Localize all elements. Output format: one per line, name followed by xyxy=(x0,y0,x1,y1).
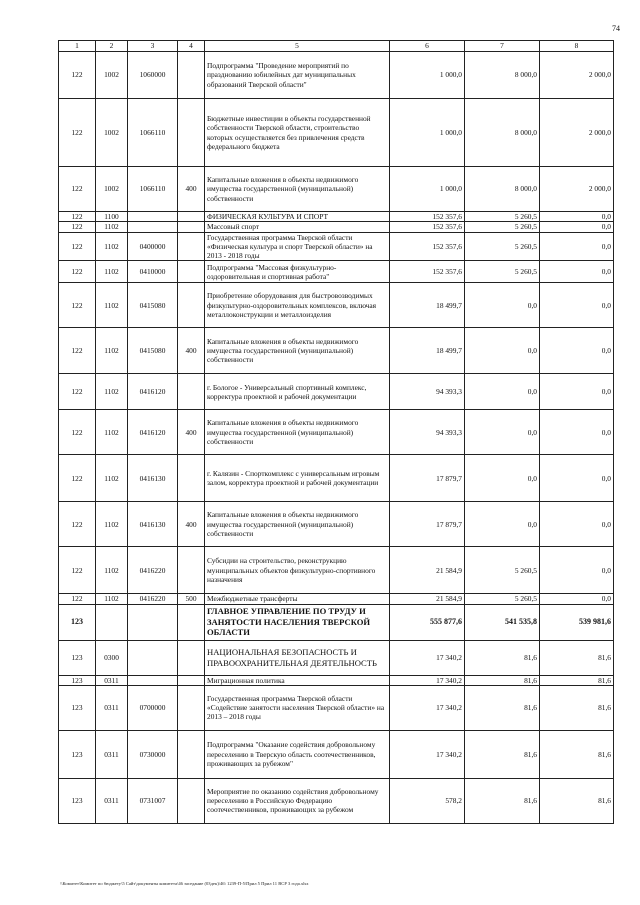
cell-v2: 5 260,5 xyxy=(465,261,540,283)
cell-name: Подпрограмма "Оказание содействия добровольному переселению в Тверскую область соотечественников, проживающих за рубежом" xyxy=(205,730,390,778)
cell-admin: 122 xyxy=(59,374,96,410)
cell-v3: 0,0 xyxy=(540,374,614,410)
cell-admin: 123 xyxy=(59,730,96,778)
cell-v1: 152 357,6 xyxy=(390,222,465,232)
cell-expense xyxy=(178,212,205,222)
cell-v3: 81,6 xyxy=(540,685,614,730)
cell-v1: 1 000,0 xyxy=(390,52,465,99)
cell-name: Бюджетные инвестиции в объекты государственной собственности Тверской области, строительство которых осуществляется без привлечения средств федерального бюджета xyxy=(205,99,390,167)
table-row xyxy=(59,730,614,778)
cell-v3: 81,6 xyxy=(540,778,614,823)
cell-v2: 5 260,5 xyxy=(465,232,540,261)
header-cell: 7 xyxy=(465,41,540,52)
cell-section: 1102 xyxy=(96,328,128,374)
cell-expense xyxy=(178,283,205,328)
cell-v3: 2 000,0 xyxy=(540,52,614,99)
cell-name: Капитальные вложения в объекты недвижимого имущества государственной (муниципальной) собственности xyxy=(205,502,390,547)
cell-name: г. Бологое - Универсальный спортивный комплекс, корректура проектной и рабочей документации xyxy=(205,374,390,410)
table-row xyxy=(59,547,614,594)
cell-expense xyxy=(178,374,205,410)
cell-target: 0416130 xyxy=(128,455,178,502)
table-row xyxy=(59,52,614,99)
cell-admin: 122 xyxy=(59,212,96,222)
cell-admin: 122 xyxy=(59,328,96,374)
cell-admin: 122 xyxy=(59,502,96,547)
cell-v3: 0,0 xyxy=(540,547,614,594)
cell-target: 0415080 xyxy=(128,283,178,328)
table-row xyxy=(59,640,614,675)
cell-v1: 555 877,6 xyxy=(390,604,465,640)
table-row xyxy=(59,167,614,212)
cell-admin: 122 xyxy=(59,52,96,99)
cell-v2: 0,0 xyxy=(465,455,540,502)
cell-v1: 17 879,7 xyxy=(390,502,465,547)
cell-admin: 123 xyxy=(59,685,96,730)
cell-section: 1002 xyxy=(96,99,128,167)
table-row xyxy=(59,410,614,455)
table-row xyxy=(59,594,614,604)
cell-target: 0400000 xyxy=(128,232,178,261)
cell-name: Капитальные вложения в объекты недвижимого имущества государственной (муниципальной) собственности xyxy=(205,410,390,455)
cell-target xyxy=(128,222,178,232)
cell-target: 0415080 xyxy=(128,328,178,374)
cell-expense xyxy=(178,640,205,675)
cell-v2: 5 260,5 xyxy=(465,222,540,232)
cell-admin: 122 xyxy=(59,455,96,502)
cell-v2: 0,0 xyxy=(465,374,540,410)
cell-expense xyxy=(178,675,205,685)
table-row xyxy=(59,328,614,374)
cell-name: Мероприятие по оказанию содействия добровольному переселению в Российскую Федерацию соотечественников, проживающих за рубежом xyxy=(205,778,390,823)
cell-admin: 123 xyxy=(59,640,96,675)
budget-table xyxy=(58,40,614,824)
cell-section: 1100 xyxy=(96,212,128,222)
cell-section: 0311 xyxy=(96,675,128,685)
cell-v3: 0,0 xyxy=(540,410,614,455)
cell-admin: 122 xyxy=(59,594,96,604)
header-cell: 6 xyxy=(390,41,465,52)
cell-section: 1102 xyxy=(96,374,128,410)
cell-name: Субсидии на строительство, реконструкцию муниципальных объектов физкультурно-спортивного назначения xyxy=(205,547,390,594)
cell-v3: 81,6 xyxy=(540,730,614,778)
cell-section: 0311 xyxy=(96,778,128,823)
cell-section: 1102 xyxy=(96,222,128,232)
cell-section: 1102 xyxy=(96,455,128,502)
cell-name: Межбюджетные трансферты xyxy=(205,594,390,604)
cell-v3: 0,0 xyxy=(540,261,614,283)
cell-expense: 400 xyxy=(178,410,205,455)
cell-v2: 541 535,8 xyxy=(465,604,540,640)
cell-name: Подпрограмма "Проведение мероприятий по празднованию юбилейных дат муниципальных образований Тверской области" xyxy=(205,52,390,99)
cell-target xyxy=(128,675,178,685)
cell-v2: 0,0 xyxy=(465,410,540,455)
table-row xyxy=(59,212,614,222)
header-cell: 1 xyxy=(59,41,96,52)
cell-v2: 5 260,5 xyxy=(465,594,540,604)
cell-v3: 81,6 xyxy=(540,675,614,685)
cell-expense xyxy=(178,547,205,594)
cell-v2: 0,0 xyxy=(465,502,540,547)
table-row xyxy=(59,455,614,502)
file-path-footer: \\Комитет\Комитет по бюджету\5 Сайт\документы комитета\46 заседание (03дек)\46\ 1239-П-5\Прил 5 Прил 11 ВСР 3 года.xlsx xyxy=(60,881,309,886)
cell-v2: 81,6 xyxy=(465,730,540,778)
cell-v1: 578,2 xyxy=(390,778,465,823)
cell-target: 0731007 xyxy=(128,778,178,823)
cell-name: ФИЗИЧЕСКАЯ КУЛЬТУРА И СПОРТ xyxy=(205,212,390,222)
cell-admin: 122 xyxy=(59,410,96,455)
cell-expense xyxy=(178,685,205,730)
cell-admin: 122 xyxy=(59,547,96,594)
table-row xyxy=(59,502,614,547)
table-row xyxy=(59,778,614,823)
cell-section: 1102 xyxy=(96,283,128,328)
cell-target: 1066110 xyxy=(128,99,178,167)
cell-expense xyxy=(178,730,205,778)
cell-v3: 0,0 xyxy=(540,594,614,604)
table-row xyxy=(59,261,614,283)
cell-admin: 122 xyxy=(59,261,96,283)
cell-v1: 94 393,3 xyxy=(390,410,465,455)
cell-v3: 0,0 xyxy=(540,222,614,232)
cell-v3: 0,0 xyxy=(540,283,614,328)
table-row xyxy=(59,232,614,261)
cell-v2: 8 000,0 xyxy=(465,167,540,212)
cell-name: г. Калязин - Спорткомплекс с универсальным игровым залом, корректура проектной и рабочей документации xyxy=(205,455,390,502)
cell-v1: 152 357,6 xyxy=(390,212,465,222)
cell-expense: 500 xyxy=(178,594,205,604)
cell-target xyxy=(128,212,178,222)
cell-v3: 0,0 xyxy=(540,455,614,502)
cell-v1: 152 357,6 xyxy=(390,232,465,261)
cell-v1: 1 000,0 xyxy=(390,99,465,167)
cell-name: Капитальные вложения в объекты недвижимого имущества государственной (муниципальной) собственности xyxy=(205,167,390,212)
cell-expense xyxy=(178,222,205,232)
cell-section xyxy=(96,604,128,640)
cell-target xyxy=(128,604,178,640)
cell-section: 1102 xyxy=(96,502,128,547)
cell-v3: 0,0 xyxy=(540,502,614,547)
cell-name: ГЛАВНОЕ УПРАВЛЕНИЕ ПО ТРУДУ И ЗАНЯТОСТИ НАСЕЛЕНИЯ ТВЕРСКОЙ ОБЛАСТИ xyxy=(205,604,390,640)
cell-target: 1060000 xyxy=(128,52,178,99)
cell-v2: 81,6 xyxy=(465,675,540,685)
cell-name: Подпрограмма "Массовая физкультурно-оздоровительная и спортивная работа" xyxy=(205,261,390,283)
cell-v1: 17 340,2 xyxy=(390,730,465,778)
cell-target: 0416220 xyxy=(128,547,178,594)
cell-section: 1002 xyxy=(96,52,128,99)
cell-v1: 21 584,9 xyxy=(390,594,465,604)
cell-target: 1066110 xyxy=(128,167,178,212)
cell-v2: 5 260,5 xyxy=(465,212,540,222)
header-cell: 8 xyxy=(540,41,614,52)
cell-expense xyxy=(178,604,205,640)
cell-name: Государственная программа Тверской области «Физическая культура и спорт Тверской области» на 2013 - 2018 годы xyxy=(205,232,390,261)
cell-v1: 18 499,7 xyxy=(390,328,465,374)
cell-name: Приобретение оборудования для быстровозводимых физкультурно-оздоровительных комплексов, включая металлоконструкции и металлоизделия xyxy=(205,283,390,328)
cell-admin: 123 xyxy=(59,675,96,685)
cell-expense xyxy=(178,261,205,283)
cell-section: 1102 xyxy=(96,547,128,594)
cell-admin: 122 xyxy=(59,222,96,232)
cell-v1: 17 879,7 xyxy=(390,455,465,502)
cell-expense: 400 xyxy=(178,328,205,374)
cell-target: 0416130 xyxy=(128,502,178,547)
cell-v2: 81,6 xyxy=(465,778,540,823)
table-row xyxy=(59,604,614,640)
cell-name: НАЦИОНАЛЬНАЯ БЕЗОПАСНОСТЬ И ПРАВООХРАНИТЕЛЬНАЯ ДЕЯТЕЛЬНОСТЬ xyxy=(205,640,390,675)
table-row xyxy=(59,222,614,232)
cell-admin: 122 xyxy=(59,167,96,212)
cell-v3: 2 000,0 xyxy=(540,99,614,167)
header-cell: 5 xyxy=(205,41,390,52)
cell-expense xyxy=(178,778,205,823)
cell-section: 0311 xyxy=(96,730,128,778)
cell-v3: 2 000,0 xyxy=(540,167,614,212)
cell-name: Капитальные вложения в объекты недвижимого имущества государственной (муниципальной) собственности xyxy=(205,328,390,374)
cell-target: 0410000 xyxy=(128,261,178,283)
cell-section: 1002 xyxy=(96,167,128,212)
header-cell: 3 xyxy=(128,41,178,52)
cell-target: 0416120 xyxy=(128,374,178,410)
cell-v3: 0,0 xyxy=(540,212,614,222)
table-row xyxy=(59,685,614,730)
cell-target: 0416220 xyxy=(128,594,178,604)
cell-admin: 122 xyxy=(59,99,96,167)
cell-target: 0730000 xyxy=(128,730,178,778)
cell-section: 0311 xyxy=(96,685,128,730)
cell-target xyxy=(128,640,178,675)
cell-v1: 1 000,0 xyxy=(390,167,465,212)
cell-v3: 0,0 xyxy=(540,328,614,374)
cell-v2: 5 260,5 xyxy=(465,547,540,594)
cell-v1: 17 340,2 xyxy=(390,675,465,685)
cell-expense: 400 xyxy=(178,502,205,547)
cell-section: 1102 xyxy=(96,261,128,283)
cell-v1: 18 499,7 xyxy=(390,283,465,328)
cell-v3: 0,0 xyxy=(540,232,614,261)
cell-expense xyxy=(178,455,205,502)
header-cell: 2 xyxy=(96,41,128,52)
table-row xyxy=(59,99,614,167)
cell-v2: 81,6 xyxy=(465,685,540,730)
cell-expense: 400 xyxy=(178,167,205,212)
cell-admin: 123 xyxy=(59,604,96,640)
cell-expense xyxy=(178,52,205,99)
cell-v1: 17 340,2 xyxy=(390,640,465,675)
cell-v1: 152 357,6 xyxy=(390,261,465,283)
cell-v1: 17 340,2 xyxy=(390,685,465,730)
cell-target: 0700000 xyxy=(128,685,178,730)
cell-expense xyxy=(178,99,205,167)
cell-section: 0300 xyxy=(96,640,128,675)
cell-v2: 81,6 xyxy=(465,640,540,675)
cell-v2: 8 000,0 xyxy=(465,52,540,99)
cell-expense xyxy=(178,232,205,261)
cell-target: 0416120 xyxy=(128,410,178,455)
cell-admin: 123 xyxy=(59,778,96,823)
cell-v1: 94 393,3 xyxy=(390,374,465,410)
cell-name: Миграционная политика xyxy=(205,675,390,685)
page-number: 74 xyxy=(612,24,620,33)
cell-name: Государственная программа Тверской области «Содействие занятости населения Тверской области» на 2013 – 2018 годы xyxy=(205,685,390,730)
cell-v2: 0,0 xyxy=(465,283,540,328)
cell-v2: 8 000,0 xyxy=(465,99,540,167)
cell-v3: 539 981,6 xyxy=(540,604,614,640)
cell-v3: 81,6 xyxy=(540,640,614,675)
header-row xyxy=(59,41,614,52)
table-row xyxy=(59,374,614,410)
table-row xyxy=(59,675,614,685)
table-row xyxy=(59,283,614,328)
cell-section: 1102 xyxy=(96,594,128,604)
cell-section: 1102 xyxy=(96,410,128,455)
cell-admin: 122 xyxy=(59,283,96,328)
cell-v2: 0,0 xyxy=(465,328,540,374)
cell-section: 1102 xyxy=(96,232,128,261)
header-cell: 4 xyxy=(178,41,205,52)
cell-admin: 122 xyxy=(59,232,96,261)
cell-name: Массовый спорт xyxy=(205,222,390,232)
cell-v1: 21 584,9 xyxy=(390,547,465,594)
